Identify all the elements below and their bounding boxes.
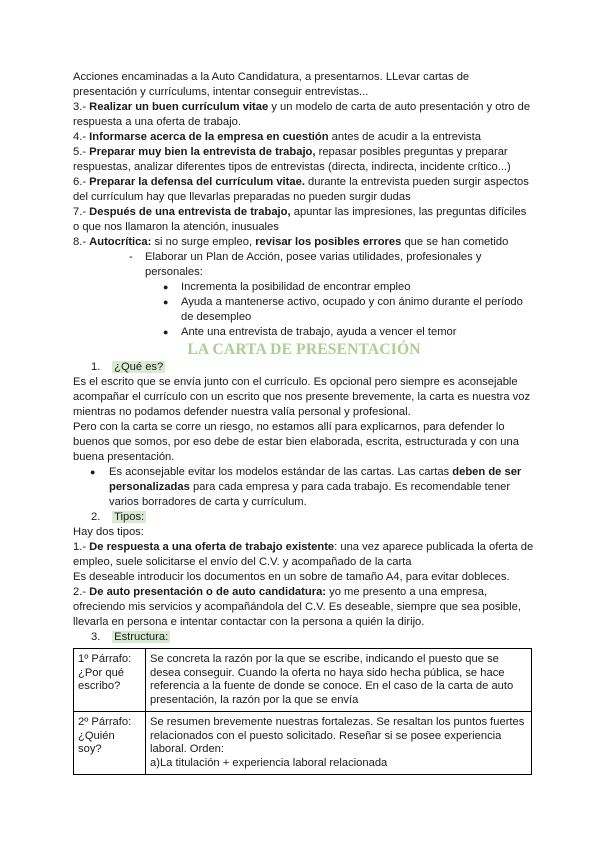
heading-number: 2. — [91, 511, 101, 523]
benefit-item: ● Incrementa la posibilidad de encontrar empleo — [73, 280, 535, 295]
type-1: 1.- De respuesta a una oferta de trabajo existente: una vez aparece publicada la oferta de empleo, suele solicitarse el envío del C.V. y acompañado de la carta — [73, 541, 534, 568]
table-key-cell: 1º Párrafo: ¿Por qué escribo? — [74, 649, 146, 712]
step-5: 5.- Preparar muy bien la entrevista de trabajo, repasar posibles preguntas y preparar respuestas, analizar diferentes tipos de entrevistas (directa, indirecta, incidente crítico...) — [73, 146, 511, 173]
advice-item: ● Es aconsejable evitar los modelos estándar de las cartas. Las cartas deben de ser personalizadas para cada empresa y para cada trabajo. Es recomendable tener varios borradores de carta y currículum. — [73, 465, 535, 510]
table-key-cell: 2º Párrafo: ¿Quién soy? — [74, 712, 146, 775]
risk-paragraph: Pero con la carta se corre un riesgo, no estamos allí para explicarnos, para defender lo buenos que somos, por eso debe de estar bien elaborada, escrita, estructurada y con una buena presentación. — [73, 421, 519, 463]
table-row — [74, 712, 532, 775]
structure-table — [73, 648, 532, 775]
step-3: 3.- Realizar un buen currículum vitae y un modelo de carta de auto presentación y otro de respuesta a una oferta de trabajo. — [73, 101, 531, 128]
heading-estructura — [73, 630, 535, 645]
step-8: 8.- Autocrítica: si no surge empleo, revisar los posibles errores que se han cometido — [73, 236, 509, 248]
step-4: 4.- Informarse acerca de la empresa en cuestión antes de acudir a la entrevista — [73, 131, 481, 143]
heading-label: Estructura: — [114, 631, 169, 643]
heading-que-es — [73, 360, 535, 375]
intro-paragraph: Acciones encaminadas a la Auto Candidatura, a presentarnos. LLevar cartas de presentación y currículums, intentar conseguir entrevistas... — [73, 71, 470, 98]
action-plan-item: - Elaborar un Plan de Acción, posee varias utilidades, profesionales y personales: — [73, 250, 535, 280]
document-page — [73, 70, 535, 775]
type-2: 2.- De auto presentación o de auto candidatura: yo me presento a una empresa, ofreciendo mis servicios y acompañándola del C.V. Es deseable, siempre que sea posible, llevarla en persona e intentar contactar con la persona a quién la dirijo. — [73, 586, 521, 628]
type-1-note: Es deseable introducir los documentos en un sobre de tamaño A4, para evitar dobleces. — [73, 571, 510, 583]
heading-number: 1. — [91, 361, 101, 373]
action-plan-list — [73, 250, 535, 280]
section-title: LA CARTA DE PRESENTACIÓN — [187, 341, 421, 358]
heading-label: ¿Qué es? — [114, 361, 164, 373]
benefits-list — [73, 280, 535, 340]
benefit-item: ● Ante una entrevista de trabajo, ayuda a vencer el temor — [73, 325, 535, 340]
step-7: 7.- Después de una entrevista de trabajo, apuntar las impresiones, las preguntas difíciles o que nos llamaron la atención, inusuales — [73, 206, 527, 233]
types-intro: Hay dos tipos: — [73, 526, 144, 538]
definition-paragraph: Es el escrito que se envía junto con el currículo. Es opcional pero siempre es aconsejable acompañar el currículo con un escrito que nos presente brevemente, la carta es nuestra voz mientras no podamos defender nuestra valía personal y profesional. — [73, 376, 531, 418]
table-value-cell: Se resumen brevemente nuestras fortalezas. Se resaltan los puntos fuertes relacionados con el puesto solicitado. Reseñar si se posee experiencia laboral. Orden: a)La titulación + experiencia laboral relacionada — [146, 712, 532, 775]
table-value-cell: Se concreta la razón por la que se escribe, indicando el puesto que se desea conseguir. Cuando la oferta no haya sido hecha pública, se hace referencia a la fuente de donde se conoce. En el caso de la carta de auto presentación, la razón por la que se envía — [146, 649, 532, 712]
benefit-item: ● Ayuda a mantenerse activo, ocupado y con ánimo durante el período de desempleo — [73, 295, 535, 325]
heading-number: 3. — [91, 631, 101, 643]
table-row — [74, 649, 532, 712]
step-6: 6.- Preparar la defensa del currículum vitae. durante la entrevista pueden surgir aspectos del currículum hay que llevarlas preparadas no pueden surgir dudas — [73, 176, 529, 203]
heading-tipos — [73, 510, 535, 525]
heading-label: Tipos: — [114, 511, 145, 523]
advice-list — [73, 465, 535, 510]
